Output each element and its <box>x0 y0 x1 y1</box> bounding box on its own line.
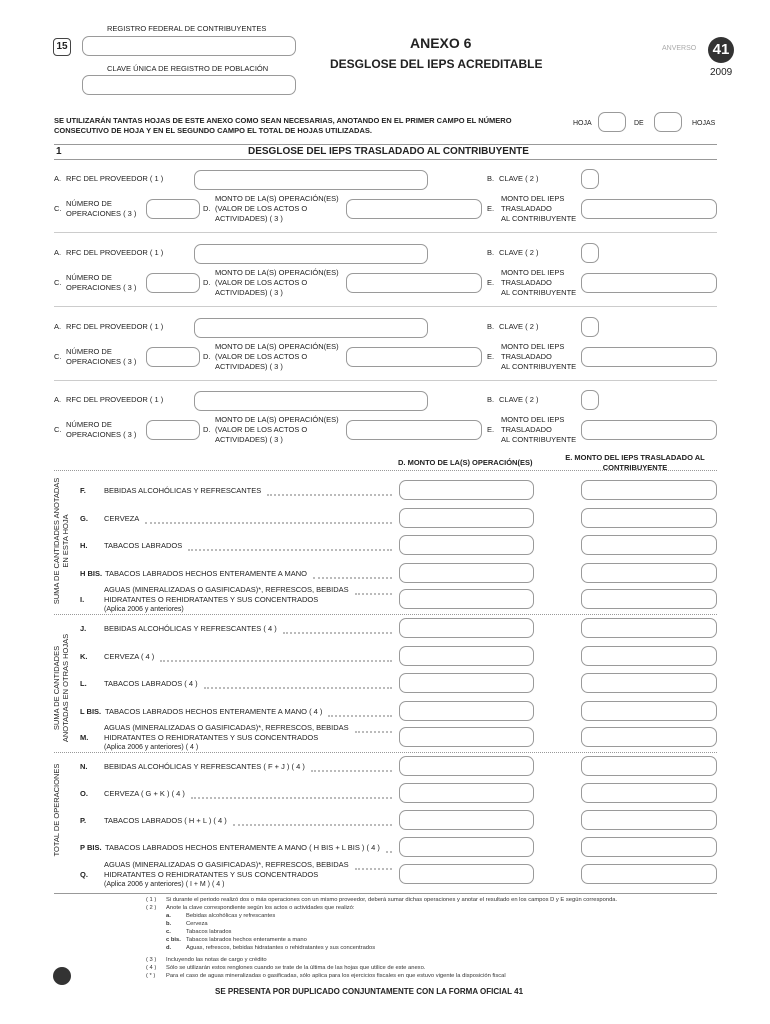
row-d-input[interactable] <box>399 673 534 693</box>
num-operaciones-label-1: NÚMERO DE <box>66 273 112 282</box>
section-title: DESGLOSE DEL IEPS TRASLADADO AL CONTRIBUYENTE <box>248 146 529 157</box>
monto-ieps-label-1: MONTO DEL IEPS <box>501 194 565 203</box>
row-e-input[interactable] <box>581 727 717 747</box>
footer-text: SE PRESENTA POR DUPLICADO CONJUNTAMENTE CON LA FORMA OFICIAL 41 <box>215 987 524 996</box>
num-operaciones-input-2[interactable] <box>146 273 200 293</box>
monto-operaciones-label-2: (VALOR DE LOS ACTOS O <box>215 278 308 287</box>
note-4: Sólo se utilizarán estos renglones cuando se trate de la última de las hojas que utilice de este anexo. <box>166 965 426 971</box>
row-label-line3: (Aplica 2006 y anteriores) ( I + M ) ( 4 ) <box>104 881 225 888</box>
num-operaciones-letter: C. <box>54 425 62 434</box>
subnote-key: c. <box>166 929 171 935</box>
group-label-otras-hojas: SUMA DE CANTIDADES ANOTADAS EN OTRAS HOJAS <box>52 633 70 743</box>
monto-ieps-label-2: TRASLADADO <box>501 204 552 213</box>
instructions-line1: SE UTILIZARÁN TANTAS HOJAS DE ESTE ANEXO COMO SEAN NECESARIAS, ANOTANDO EN EL PRIMER CAMPO EL NÚMERO <box>54 116 512 125</box>
row-label: BEBIDAS ALCOHÓLICAS Y REFRESCANTES ( 4 ) <box>104 624 277 633</box>
row-letter: P. <box>80 816 87 825</box>
monto-ieps-label-1: MONTO DEL IEPS <box>501 268 565 277</box>
monto-operaciones-letter: D. <box>203 425 211 434</box>
row-letter: L. <box>80 679 87 688</box>
clave-input-2[interactable] <box>581 243 599 263</box>
dotted-leader <box>283 632 392 634</box>
rfc-proveedor-label: RFC DEL PROVEEDOR ( 1 ) <box>66 248 164 257</box>
rfc-proveedor-input-4[interactable] <box>194 391 428 411</box>
row-d-input[interactable] <box>399 508 534 528</box>
form-title: DESGLOSE DEL IEPS ACREDITABLE <box>330 57 543 71</box>
monto-operaciones-input-3[interactable] <box>346 347 482 367</box>
clave-label: CLAVE ( 2 ) <box>499 395 539 404</box>
row-letter: N. <box>80 762 88 771</box>
monto-operaciones-label-1: MONTO DE LA(S) OPERACIÓN(ES) <box>215 268 339 277</box>
row-letter: G. <box>80 514 88 523</box>
num-operaciones-input-4[interactable] <box>146 420 200 440</box>
row-d-input[interactable] <box>399 563 534 583</box>
row-letter: L BIS. <box>80 707 102 716</box>
subnote-key: a. <box>166 913 171 919</box>
row-label: BEBIDAS ALCOHÓLICAS Y REFRESCANTES ( F + J ) ( 4 ) <box>104 762 305 771</box>
monto-operaciones-letter: D. <box>203 204 211 213</box>
subnote-text: Tabacos labrados hechos enteramente a mano <box>186 937 307 943</box>
row-label-line1: AGUAS (MINERALIZADAS O GASIFICADAS)*, REFRESCOS, BEBIDAS <box>104 860 349 869</box>
monto-ieps-label-3: AL CONTRIBUYENTE <box>501 214 577 223</box>
rfc-proveedor-letter: A. <box>54 174 62 183</box>
row-d-input[interactable] <box>399 810 534 830</box>
row-letter: P BIS. <box>80 843 102 852</box>
hojas-label: HOJAS <box>692 120 716 127</box>
rfc-proveedor-letter: A. <box>54 322 62 331</box>
subnote-text: Aguas, refrescos, bebidas hidratantes o rehidratantes y sus concentrados <box>186 945 376 951</box>
registration-dot <box>53 967 71 985</box>
num-operaciones-input-1[interactable] <box>146 199 200 219</box>
anverso-label: ANVERSO <box>662 45 697 52</box>
monto-ieps-label-2: TRASLADADO <box>501 278 552 287</box>
dotted-leader <box>355 593 392 595</box>
clave-letter: B. <box>487 322 495 331</box>
monto-ieps-letter: E. <box>487 352 495 361</box>
monto-ieps-label-3: AL CONTRIBUYENTE <box>501 435 577 444</box>
monto-ieps-label-2: TRASLADADO <box>501 352 552 361</box>
dotted-leader <box>145 522 392 524</box>
note-1-num: ( 1 ) <box>146 897 157 903</box>
row-letter: Q. <box>80 870 88 879</box>
curp-input[interactable] <box>82 75 296 95</box>
monto-operaciones-label-2: (VALOR DE LOS ACTOS O <box>215 425 308 434</box>
form-number-badge: 41 <box>708 37 734 63</box>
num-operaciones-label-1: NÚMERO DE <box>66 347 112 356</box>
anexo-title: ANEXO 6 <box>410 35 472 51</box>
row-label: CERVEZA ( 4 ) <box>104 652 155 661</box>
subnote-text: Cerveza <box>186 921 208 927</box>
row-d-input[interactable] <box>399 756 534 776</box>
monto-operaciones-label-1: MONTO DE LA(S) OPERACIÓN(ES) <box>215 342 339 351</box>
dotted-leader <box>204 687 392 689</box>
dotted-leader <box>267 494 392 496</box>
row-letter: I. <box>80 595 85 604</box>
group-label-esta-hoja: SUMA DE CANTIDADES ANOTADAS EN ESTA HOJA <box>52 477 70 605</box>
note-5: Para el caso de aguas mineralizadas o gasificadas, sólo aplica para los ejercicios fiscales en que estuvo vigente la disposición fiscal <box>166 973 506 979</box>
year-label: 2009 <box>710 67 733 78</box>
subnote-text: Bebidas alcohólicas y refrescantes <box>186 913 276 919</box>
monto-operaciones-input-1[interactable] <box>346 199 482 219</box>
row-e-input[interactable] <box>581 810 717 830</box>
row-label-line2: HIDRATANTES O REHIDRATANTES Y SUS CONCENTRADOS <box>104 870 319 879</box>
dotted-leader <box>313 577 392 579</box>
monto-operaciones-label-2: (VALOR DE LOS ACTOS O <box>215 204 308 213</box>
instructions-line2: CONSECUTIVO DE HOJA Y EN EL SEGUNDO CAMPO EL TOTAL DE HOJAS UTILIZADAS. <box>54 126 372 135</box>
monto-operaciones-input-2[interactable] <box>346 273 482 293</box>
monto-ieps-label-1: MONTO DEL IEPS <box>501 342 565 351</box>
num-operaciones-label-2: OPERACIONES ( 3 ) <box>66 209 137 218</box>
monto-ieps-input-2[interactable] <box>581 273 717 293</box>
row-e-input[interactable] <box>581 701 717 721</box>
dotted-leader <box>311 770 392 772</box>
rfc-proveedor-input-3[interactable] <box>194 318 428 338</box>
rfc-proveedor-label: RFC DEL PROVEEDOR ( 1 ) <box>66 174 164 183</box>
monto-ieps-input-3[interactable] <box>581 347 717 367</box>
monto-operaciones-letter: D. <box>203 352 211 361</box>
row-e-input[interactable] <box>581 563 717 583</box>
page-number-badge: 15 <box>53 38 71 56</box>
row-label-line3: (Aplica 2006 y anteriores) ( 4 ) <box>104 744 199 751</box>
clave-input-3[interactable] <box>581 317 599 337</box>
note-4-num: ( 4 ) <box>146 965 157 971</box>
dotted-leader <box>188 549 392 551</box>
monto-operaciones-label-3: ACTIVIDADES) ( 3 ) <box>215 435 283 444</box>
row-label-line1: AGUAS (MINERALIZADAS O GASIFICADAS)*, REFRESCOS, BEBIDAS <box>104 723 349 732</box>
monto-ieps-label-3: AL CONTRIBUYENTE <box>501 288 577 297</box>
row-letter: O. <box>80 789 88 798</box>
row-label-line2: HIDRATANTES O REHIDRATANTES Y SUS CONCENTRADOS <box>104 733 319 742</box>
row-e-input[interactable] <box>581 589 717 609</box>
note-2: Anote la clave correspondiente según los actos o actividades que realizó: <box>166 905 355 911</box>
dotted-leader <box>355 868 392 870</box>
subnote-key: b. <box>166 921 172 927</box>
clave-label: CLAVE ( 2 ) <box>499 174 539 183</box>
clave-letter: B. <box>487 395 495 404</box>
clave-input-1[interactable] <box>581 169 599 189</box>
clave-letter: B. <box>487 174 495 183</box>
monto-ieps-input-1[interactable] <box>581 199 717 219</box>
monto-ieps-letter: E. <box>487 425 495 434</box>
num-operaciones-label-2: OPERACIONES ( 3 ) <box>66 283 137 292</box>
row-label-line2: HIDRATANTES O REHIDRATANTES Y SUS CONCENTRADOS <box>104 595 319 604</box>
row-e-input[interactable] <box>581 756 717 776</box>
hoja-label: HOJA <box>573 120 592 127</box>
rfc-input[interactable] <box>82 36 296 56</box>
row-e-input[interactable] <box>581 783 717 803</box>
row-letter: F. <box>80 486 86 495</box>
monto-ieps-input-4[interactable] <box>581 420 717 440</box>
num-operaciones-label-2: OPERACIONES ( 3 ) <box>66 430 137 439</box>
row-letter: K. <box>80 652 88 661</box>
num-operaciones-label-2: OPERACIONES ( 3 ) <box>66 357 137 366</box>
row-letter: H BIS. <box>80 569 103 578</box>
monto-operaciones-label-2: (VALOR DE LOS ACTOS O <box>215 352 308 361</box>
dotted-leader <box>160 660 392 662</box>
row-d-input[interactable] <box>399 480 534 500</box>
row-letter: H. <box>80 541 88 550</box>
row-letter: M. <box>80 733 89 742</box>
subnote-key: c bis. <box>166 937 181 943</box>
row-d-input[interactable] <box>399 646 534 666</box>
row-label: TABACOS LABRADOS HECHOS ENTERAMENTE A MANO ( H BIS + L BIS ) ( 4 ) <box>105 843 380 852</box>
clave-label: CLAVE ( 2 ) <box>499 322 539 331</box>
row-label: CERVEZA ( G + K ) ( 4 ) <box>104 789 185 798</box>
row-label: TABACOS LABRADOS ( 4 ) <box>104 679 198 688</box>
row-e-input[interactable] <box>581 864 717 884</box>
row-e-input[interactable] <box>581 646 717 666</box>
row-e-input[interactable] <box>581 480 717 500</box>
clave-letter: B. <box>487 248 495 257</box>
dotted-leader <box>386 851 392 853</box>
num-operaciones-letter: C. <box>54 204 62 213</box>
row-label: TABACOS LABRADOS ( H + L ) ( 4 ) <box>104 816 227 825</box>
note-3: Incluyendo las notas de cargo y crédito <box>166 957 267 963</box>
row-label-line1: AGUAS (MINERALIZADAS O GASIFICADAS)*, REFRESCOS, BEBIDAS <box>104 585 349 594</box>
monto-operaciones-letter: D. <box>203 278 211 287</box>
row-d-input[interactable] <box>399 701 534 721</box>
row-e-input[interactable] <box>581 508 717 528</box>
row-e-input[interactable] <box>581 837 717 857</box>
hoja-input[interactable] <box>598 112 626 132</box>
row-label: TABACOS LABRADOS HECHOS ENTERAMENTE A MANO <box>105 569 307 578</box>
rfc-proveedor-letter: A. <box>54 248 62 257</box>
note-3-num: ( 3 ) <box>146 957 157 963</box>
subnote-text: Tabacos labrados <box>186 929 232 935</box>
monto-ieps-label-2: TRASLADADO <box>501 425 552 434</box>
row-d-input[interactable] <box>399 783 534 803</box>
row-e-input[interactable] <box>581 535 717 555</box>
clave-input-4[interactable] <box>581 390 599 410</box>
row-d-input[interactable] <box>399 864 534 884</box>
rfc-proveedor-letter: A. <box>54 395 62 404</box>
row-d-input[interactable] <box>399 727 534 747</box>
monto-operaciones-label-3: ACTIVIDADES) ( 3 ) <box>215 214 283 223</box>
monto-ieps-letter: E. <box>487 204 495 213</box>
monto-operaciones-label-3: ACTIVIDADES) ( 3 ) <box>215 288 283 297</box>
row-d-input[interactable] <box>399 589 534 609</box>
monto-operaciones-label-1: MONTO DE LA(S) OPERACIÓN(ES) <box>215 415 339 424</box>
column-e-header: E. MONTO DEL IEPS TRASLADADO AL CONTRIBUYENTE <box>565 453 705 472</box>
row-d-input[interactable] <box>399 837 534 857</box>
note-2-num: ( 2 ) <box>146 905 157 911</box>
dotted-leader <box>233 824 392 826</box>
total-hojas-input[interactable] <box>654 112 682 132</box>
curp-label: CLAVE ÚNICA DE REGISTRO DE POBLACIÓN <box>107 64 269 73</box>
monto-ieps-label-1: MONTO DEL IEPS <box>501 415 565 424</box>
rfc-proveedor-input-1[interactable] <box>194 170 428 190</box>
row-d-input[interactable] <box>399 618 534 638</box>
row-label-line3: (Aplica 2006 y anteriores) <box>104 606 184 613</box>
dotted-leader <box>355 731 392 733</box>
num-operaciones-label-1: NÚMERO DE <box>66 420 112 429</box>
row-label: TABACOS LABRADOS HECHOS ENTERAMENTE A MANO ( 4 ) <box>105 707 323 716</box>
note-5-num: ( * ) <box>146 973 156 979</box>
column-d-header: D. MONTO DE LA(S) OPERACIÓN(ES) <box>398 458 533 467</box>
monto-operaciones-label-1: MONTO DE LA(S) OPERACIÓN(ES) <box>215 194 339 203</box>
rfc-proveedor-input-2[interactable] <box>194 244 428 264</box>
rfc-proveedor-label: RFC DEL PROVEEDOR ( 1 ) <box>66 322 164 331</box>
clave-label: CLAVE ( 2 ) <box>499 248 539 257</box>
dotted-leader <box>191 797 392 799</box>
monto-ieps-label-3: AL CONTRIBUYENTE <box>501 362 577 371</box>
note-1: Si durante el periodo realizó dos o más operaciones con un mismo proveedor, deberá sumar dichas operaciones y anotar el resultado en los campos D y E según corresponda. <box>166 897 618 903</box>
row-label: TABACOS LABRADOS <box>104 541 183 550</box>
rfc-label: REGISTRO FEDERAL DE CONTRIBUYENTES <box>107 24 267 33</box>
monto-operaciones-label-3: ACTIVIDADES) ( 3 ) <box>215 362 283 371</box>
row-e-input[interactable] <box>581 673 717 693</box>
row-d-input[interactable] <box>399 535 534 555</box>
de-label: DE <box>634 120 644 127</box>
monto-ieps-letter: E. <box>487 278 495 287</box>
section-number: 1 <box>56 146 62 157</box>
row-letter: J. <box>80 624 87 633</box>
row-e-input[interactable] <box>581 618 717 638</box>
row-label: BEBIDAS ALCOHÓLICAS Y REFRESCANTES <box>104 486 262 495</box>
rfc-proveedor-label: RFC DEL PROVEEDOR ( 1 ) <box>66 395 164 404</box>
subnote-key: d. <box>166 945 172 951</box>
num-operaciones-letter: C. <box>54 278 62 287</box>
dotted-leader <box>328 715 392 717</box>
group-label-total: TOTAL DE OPERACIONES <box>52 763 61 857</box>
num-operaciones-input-3[interactable] <box>146 347 200 367</box>
num-operaciones-letter: C. <box>54 352 62 361</box>
num-operaciones-label-1: NÚMERO DE <box>66 199 112 208</box>
row-label: CERVEZA <box>104 514 140 523</box>
monto-operaciones-input-4[interactable] <box>346 420 482 440</box>
